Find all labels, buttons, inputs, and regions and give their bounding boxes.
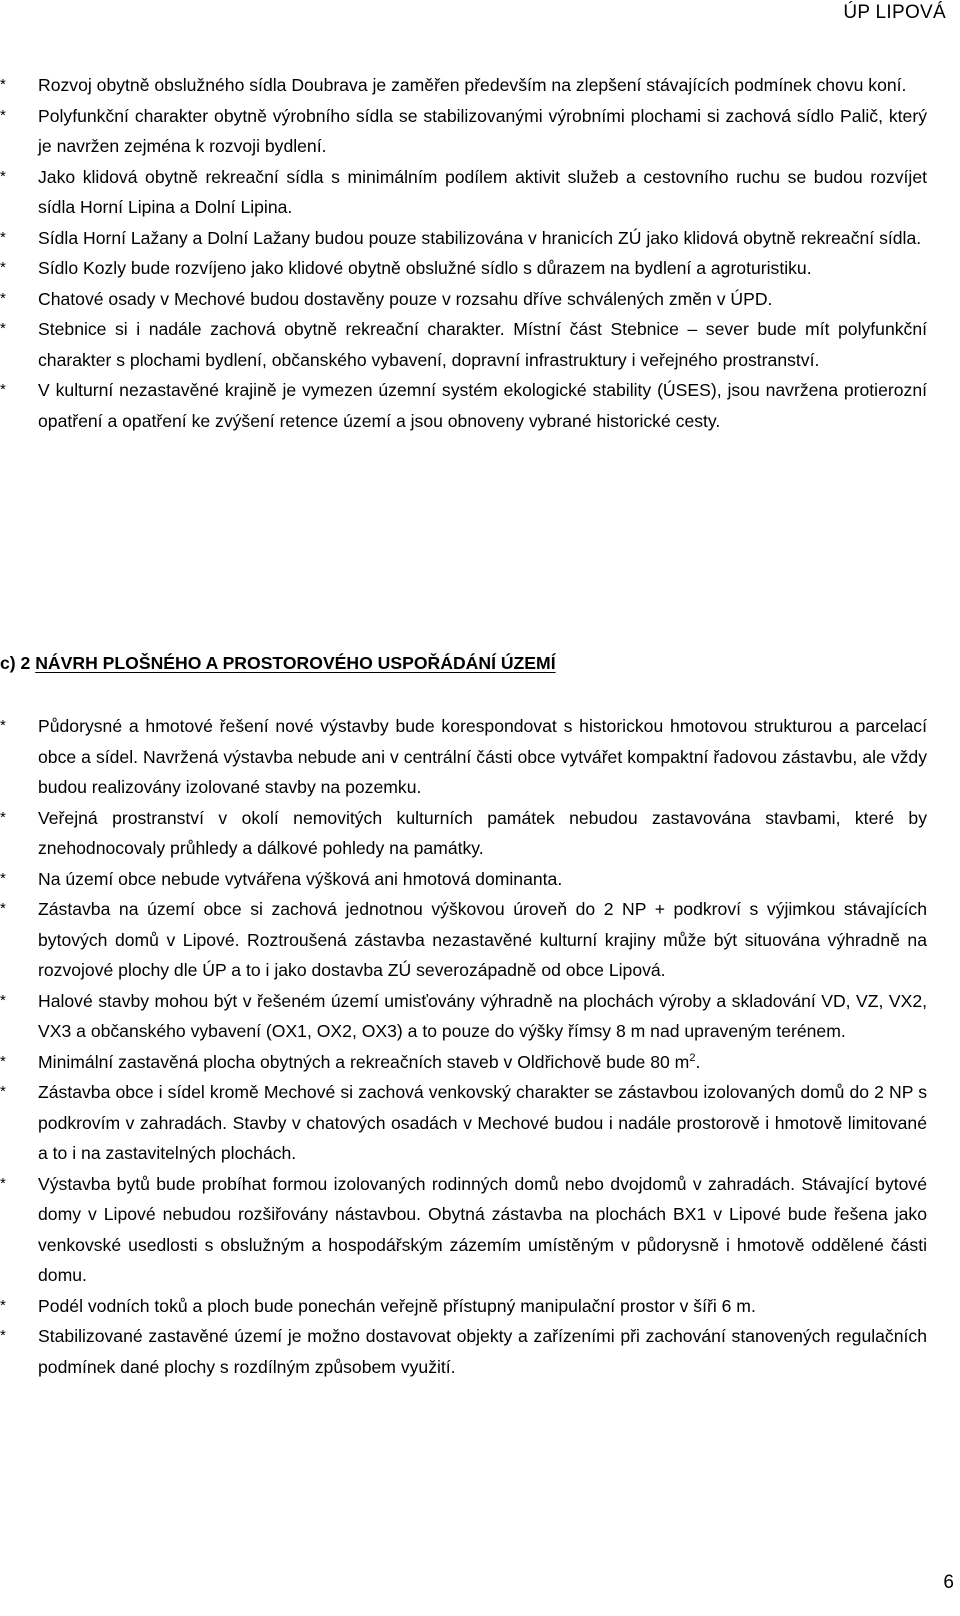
- asterisk-bullet-icon: *: [0, 717, 6, 734]
- list-item: [0, 101, 927, 162]
- list-item-text: Výstavba bytů bude probíhat formou izolovaných rodinných domů nebo dvojdomů v zahradách. Stávající bytové domy v Lipové nebudou rozšiřovány nástavbou. Obytná zástavba na plochách BX1 v Lipové bude řešena jako venkovské usedlosti s obslužným a hospodářským zázemím umístěným v půdorysně i hmotově oddělené části domu.: [38, 1173, 927, 1285]
- section-title: NÁVRH PLOŠNÉHO A PROSTOROVÉHO USPOŘÁDÁNÍ ÚZEMÍ: [35, 653, 556, 673]
- document-header: ÚP LIPOVÁ: [843, 2, 946, 23]
- list-item-text: Půdorysné a hmotové řešení nové výstavby bude korespondovat s historickou hmotovou strukturou a parcelací obce a sídel. Navržená výstavba nebude ani v centrální části obce vytvářet kompaktní řadovou zástavbu, ale vždy budou realizovány izolované stavby na pozemku.: [38, 716, 927, 797]
- list-item: [0, 711, 927, 803]
- list-item-text: Podél vodních toků a ploch bude ponechán veřejně přístupný manipulační prostor v šíři 6 m.: [38, 1295, 756, 1316]
- intro-bullet-list: [0, 70, 960, 436]
- asterisk-bullet-icon: *: [0, 1174, 6, 1192]
- asterisk-bullet-icon: *: [0, 167, 6, 185]
- layout-rules-bullet-list: [0, 711, 960, 1382]
- list-item: [0, 1047, 927, 1078]
- asterisk-bullet-icon: *: [0, 991, 6, 1009]
- list-item: [0, 1291, 927, 1322]
- page-number: 6: [943, 1572, 954, 1593]
- asterisk-bullet-icon: *: [0, 289, 6, 307]
- list-item: [0, 314, 927, 375]
- asterisk-bullet-icon: *: [0, 228, 6, 246]
- list-item: [0, 803, 927, 864]
- list-item-text: Halové stavby mohou být v řešeném území umisťovány výhradně na plochách výroby a skladování VD, VZ, VX2, VX3 a občanského vybavení (OX1, OX2, OX3) a to pouze do výšky římsy 8 m nad upraveným terénem.: [38, 990, 927, 1041]
- list-item-text: Stebnice si i nadále zachová obytně rekreační charakter. Místní část Stebnice – sever bude mít polyfunkční charakter s plochami bydlení, občanského vybavení, dopravní infrastruktury i veřejného prostranství.: [38, 319, 927, 370]
- list-item: [0, 986, 927, 1047]
- list-item-text: Jako klidová obytně rekreační sídla s minimálním podílem aktivit služeb a cestovního ruchu se budou rozvíjet sídla Horní Lipina a Dolní Lipina.: [38, 166, 927, 217]
- asterisk-bullet-icon: *: [0, 381, 6, 398]
- list-item: [0, 1321, 927, 1382]
- list-item: [0, 162, 927, 223]
- list-item-text: Sídla Horní Lažany a Dolní Lažany budou pouze stabilizována v hranicích ZÚ jako klidová obytně rekreační sídla.: [38, 227, 922, 248]
- asterisk-bullet-icon: *: [0, 1083, 6, 1100]
- asterisk-bullet-icon: *: [0, 900, 6, 917]
- list-item-text: Stabilizované zastavěné území je možno dostavovat objekty a zařízeními při zachování stanovených regulačních podmínek dané plochy s rozdílným způsobem využití.: [38, 1326, 927, 1377]
- list-item-text: Zástavba obce i sídel kromě Mechové si zachová venkovský charakter se zástavbou izolovaných domů do 2 NP s podkrovím v zahradách. Stavby v chatových osadách v Mechové budou i nadále prostorově i hmotově limitované a to i na zastavitelných plochách.: [38, 1082, 927, 1163]
- asterisk-bullet-icon: *: [0, 76, 6, 93]
- asterisk-bullet-icon: *: [0, 808, 6, 826]
- asterisk-bullet-icon: *: [0, 106, 6, 124]
- list-item: [0, 864, 927, 895]
- asterisk-bullet-icon: *: [0, 869, 6, 887]
- list-item-text: Sídlo Kozly bude rozvíjeno jako klidové obytně obslužné sídlo s důrazem na bydlení a agroturistiku.: [38, 258, 812, 278]
- section-heading: [0, 653, 556, 674]
- asterisk-bullet-icon: *: [0, 1052, 6, 1070]
- list-item-text: Veřejná prostranství v okolí nemovitých kulturních památek nebudou zastavována stavbami, které by znehodnocovaly průhledy a dálkové pohledy na památky.: [38, 807, 927, 858]
- list-item: [0, 70, 927, 101]
- list-item-text: Polyfunkční charakter obytně výrobního sídla se stabilizovanými výrobními plochami si zachová sídlo Palič, který je navržen zejména k rozvoji bydlení.: [38, 105, 927, 156]
- list-item: [0, 1077, 927, 1169]
- list-item: [0, 253, 927, 284]
- list-item: [0, 894, 927, 986]
- asterisk-bullet-icon: *: [0, 320, 6, 337]
- asterisk-bullet-icon: *: [0, 1327, 6, 1344]
- list-item-text: Minimální zastavěná plocha obytných a rekreačních staveb v Oldřichově bude 80 m: [38, 1051, 690, 1072]
- list-item-text: Rozvoj obytně obslužného sídla Doubrava je zaměřen především na zlepšení stávajících podmínek chovu koní.: [38, 75, 907, 95]
- section-number: c) 2: [0, 653, 36, 673]
- list-item-text: Chatové osady v Mechové budou dostavěny pouze v rozsahu dříve schválených změn v ÚPD.: [38, 288, 773, 309]
- superscript-exponent: 2: [689, 1051, 696, 1064]
- list-item: [0, 284, 927, 315]
- list-item-text: V kulturní nezastavěné krajině je vymezen územní systém ekologické stability (ÚSES), jsou navržena protierozní opatření a opatření ke zvýšení retence území a jsou obnoveny vybrané historické cesty.: [38, 380, 927, 431]
- asterisk-bullet-icon: *: [0, 259, 6, 276]
- list-item-text: Zástavba na území obce si zachová jednotnou výškovou úroveň do 2 NP + podkroví s výjimkou stávajících bytových domů v Lipové. Roztroušená zástavba nezastavěné kulturní krajiny může být situována výhradně na rozvojové plochy dle ÚP a to i jako dostavba ZÚ severozápadně od obce Lipová.: [38, 899, 927, 980]
- list-item-text: Na území obce nebude vytvářena výšková ani hmotová dominanta.: [38, 868, 563, 889]
- list-item-text-suffix: .: [695, 1051, 701, 1072]
- list-item: [0, 223, 927, 254]
- list-item: [0, 375, 927, 436]
- list-item: [0, 1169, 927, 1291]
- asterisk-bullet-icon: *: [0, 1296, 6, 1314]
